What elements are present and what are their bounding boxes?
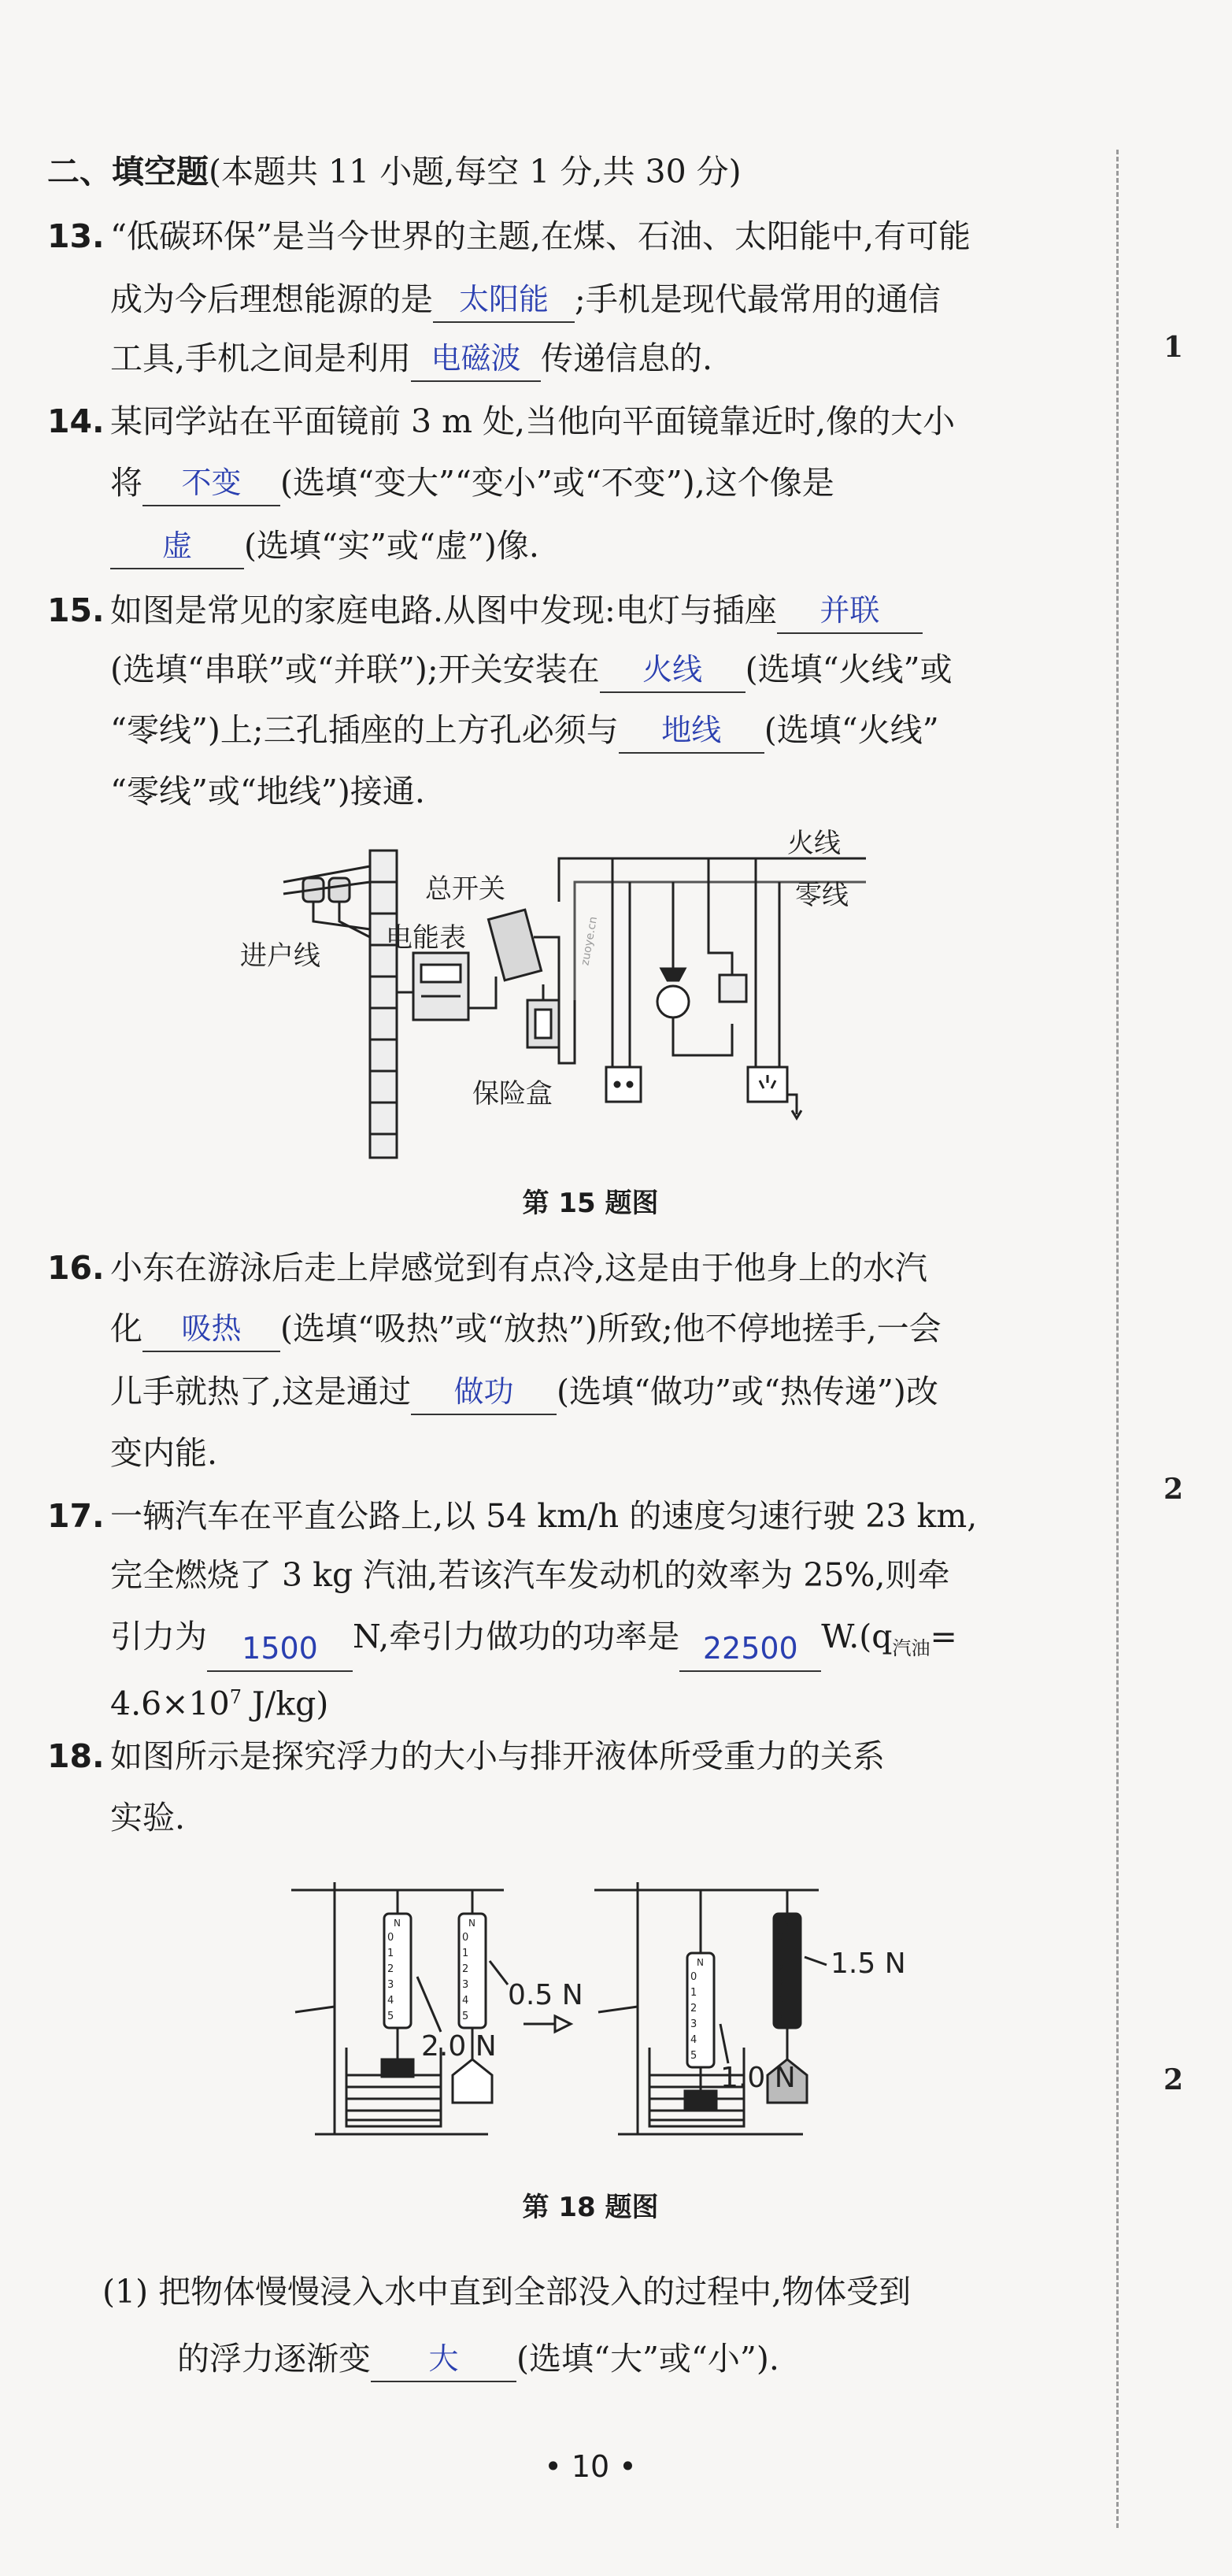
- q17-text: N,牵引力做功的功率是: [353, 1618, 680, 1655]
- scale-tick-label: 4: [690, 2034, 697, 2046]
- q16-line4: [110, 1429, 1165, 1477]
- q18-sub1-line1: [102, 2268, 1157, 2315]
- label-meter: 电能表: [386, 922, 466, 954]
- q14-line3: [110, 522, 1165, 569]
- q17-text: 一辆汽车在平直公路上,以 54 km/h 的速度匀速行驶 23 km,: [110, 1497, 978, 1535]
- reading-right-scale: 1.0 N: [720, 2062, 796, 2094]
- q16-text: (选填“吸热”或“放热”)所致;他不停地搓手,一会: [280, 1310, 942, 1347]
- handwritten-answer: 大: [428, 2341, 459, 2376]
- q13-line3: [110, 335, 1165, 382]
- buoyancy-experiment-figure: [283, 1866, 913, 2166]
- scale-unit: N: [783, 1918, 790, 1929]
- q18-text: 的浮力逐渐变: [177, 2340, 371, 2378]
- scale-unit: N: [697, 1957, 704, 1968]
- q17-subscript: 汽油: [892, 1637, 930, 1660]
- q15-text: (选填“串联”或“并联”);开关安装在: [110, 650, 600, 688]
- q14-text: 将: [110, 464, 142, 502]
- q17-line1: [47, 1492, 1102, 1540]
- q15-line2: [110, 646, 1165, 693]
- section-header: [47, 148, 1102, 195]
- page-number: • 10 •: [544, 2449, 637, 2484]
- q16-line1: [47, 1244, 1102, 1292]
- q15-line1: [47, 587, 1102, 634]
- q13-line2: [110, 276, 1165, 323]
- q18-line1: [47, 1733, 1102, 1780]
- insulator: [329, 878, 350, 902]
- answer-blank[interactable]: [679, 1626, 821, 1672]
- section-title: 二、填空题: [47, 153, 209, 191]
- q16-text: 小东在游泳后走上岸感觉到有点冷,这是由于他身上的水汽: [110, 1249, 928, 1287]
- scale-tick-label: 4: [387, 1995, 394, 2007]
- reading-right-bucket: 1.5 N: [831, 1948, 906, 1980]
- q13-text: “低碳环保”是当今世界的主题,在煤、石油、太阳能中,有可能: [110, 217, 971, 255]
- q15-text: (选填“火线”或: [745, 650, 953, 688]
- q14-text: (选填“实”或“虚”)像.: [244, 527, 539, 565]
- answer-blank[interactable]: [433, 277, 575, 323]
- q15-line4: [110, 768, 1165, 815]
- electric-meter: [413, 953, 468, 1020]
- label-incoming: 进户线: [240, 940, 320, 972]
- q17-superscript: 7: [229, 1686, 242, 1708]
- light-switch: [720, 975, 746, 1002]
- scale-tick-label: 3: [462, 1979, 469, 1991]
- scale-tick-label: 2: [387, 1963, 394, 1975]
- question-number: 17.: [47, 1497, 105, 1535]
- q16-text: (选填“做功”或“热传递”)改: [557, 1373, 938, 1410]
- scale-tick-label: 5: [690, 2050, 697, 2062]
- answer-blank[interactable]: [371, 2337, 516, 2382]
- answer-blank[interactable]: [110, 524, 244, 569]
- question-number: 15.: [47, 591, 105, 629]
- q15-text: “零线”或“地线”)接通.: [110, 773, 425, 810]
- answer-blank[interactable]: [411, 336, 541, 382]
- handwritten-answer: 22500: [702, 1631, 798, 1666]
- q13-text: ;手机是现代最常用的通信: [575, 280, 941, 318]
- handwritten-answer: 吸热: [181, 1311, 242, 1346]
- q18-sub1-line2: [177, 2335, 1232, 2382]
- scale-tick-label: 5: [462, 2011, 469, 2022]
- label-main-switch: 总开关: [425, 873, 505, 905]
- reading-left-scale: 2.0 N: [421, 2030, 497, 2063]
- household-circuit-figure: [236, 828, 882, 1166]
- question-number: 13.: [47, 217, 105, 255]
- question-number: 16.: [47, 1249, 105, 1287]
- q17-line4: [110, 1673, 1165, 1728]
- q16-text: 变内能.: [110, 1434, 218, 1472]
- handwritten-answer: 并联: [819, 593, 880, 628]
- two-hole-socket: [606, 1067, 641, 1102]
- q17-line2: [110, 1551, 1165, 1599]
- question-number: 18.: [47, 1737, 105, 1775]
- scale-tick-label: 3: [690, 2018, 697, 2030]
- scale-tick-label: 3: [387, 1979, 394, 1991]
- scale-tick-label: 0: [777, 1932, 784, 1944]
- figure-15-caption: 第 15 题图: [522, 1188, 659, 1219]
- q17-text: W.(q: [821, 1618, 893, 1655]
- q13-text: 成为今后理想能源的是: [110, 280, 433, 318]
- collecting-bucket: [453, 2059, 492, 2103]
- answer-blank[interactable]: [777, 588, 923, 634]
- scale-tick-label: 5: [777, 2011, 784, 2022]
- q14-text: (选填“变大”“变小”或“不变”),这个像是: [280, 464, 834, 502]
- brick-wall: [370, 851, 397, 1158]
- label-neutral: 零线: [795, 880, 849, 911]
- scale-tick-label: 0: [387, 1932, 394, 1944]
- side-digit: 2: [1164, 2063, 1184, 2096]
- q17-text: 完全燃烧了 3 kg 汽油,若该汽车发动机的效率为 25%,则牵: [110, 1556, 950, 1594]
- scale-tick-label: 1: [777, 1948, 784, 1959]
- section-note: (本题共 11 小题,每空 1 分,共 30 分): [209, 153, 742, 191]
- scale-unit: N: [468, 1918, 475, 1929]
- q17-text: 4.6×10: [110, 1685, 230, 1723]
- q17-text: 引力为: [110, 1618, 207, 1655]
- answer-blank[interactable]: [600, 647, 745, 693]
- q18-line2: [110, 1794, 1165, 1841]
- q15-text: “零线”)上;三孔插座的上方孔必须与: [110, 711, 619, 749]
- q14-line1: [47, 398, 1102, 445]
- answer-blank[interactable]: [411, 1370, 557, 1415]
- reading-left-bucket: 0.5 N: [508, 1979, 583, 2011]
- q16-line2: [110, 1305, 1165, 1352]
- scale-tick-label: 1: [387, 1948, 394, 1959]
- q14-text: 某同学站在平面镜前 3 m 处,当他向平面镜靠近时,像的大小: [110, 402, 956, 440]
- scale-tick-label: 0: [462, 1932, 469, 1944]
- scale-tick-label: 2: [462, 1963, 469, 1975]
- handwritten-answer: 做功: [453, 1374, 514, 1409]
- label-fuse-box: 保险盒: [472, 1078, 553, 1110]
- answer-blank[interactable]: [142, 1307, 280, 1352]
- handwritten-answer: 电磁波: [431, 341, 521, 376]
- q13-text: 工具,手机之间是利用: [110, 339, 412, 377]
- q13-line1: [47, 213, 1102, 260]
- figure-18-caption: 第 18 题图: [522, 2192, 659, 2223]
- q18-text: 实验.: [110, 1799, 186, 1837]
- side-digit: 2: [1164, 1473, 1184, 1506]
- handwritten-answer: 地线: [661, 713, 722, 747]
- q16-line3: [110, 1368, 1165, 1415]
- q15-text: 如图是常见的家庭电路.从图中发现:电灯与插座: [110, 591, 777, 629]
- q16-text: 儿手就热了,这是通过: [110, 1373, 412, 1410]
- scale-tick-label: 0: [690, 1971, 697, 1983]
- q17-text: =: [930, 1618, 957, 1655]
- handwritten-answer: 太阳能: [458, 282, 549, 317]
- handwritten-answer: 不变: [181, 465, 242, 500]
- q16-text: 化: [110, 1310, 142, 1347]
- q17-text: J/kg): [242, 1685, 329, 1723]
- scale-tick-label: 4: [462, 1995, 469, 2007]
- watermark: zuoye.cn: [579, 915, 601, 967]
- answer-blank[interactable]: [207, 1626, 353, 1672]
- answer-blank[interactable]: [619, 708, 764, 754]
- q14-line2: [110, 459, 1165, 506]
- scale-tick-label: 1: [690, 1987, 697, 1999]
- q18-text: (1) 把物体慢慢浸入水中直到全部没入的过程中,物体受到: [102, 2273, 912, 2311]
- answer-blank[interactable]: [142, 461, 280, 506]
- q18-text: (选填“大”或“小”).: [516, 2340, 779, 2378]
- scale-tick-label: 2: [777, 1963, 784, 1975]
- handwritten-answer: 火线: [642, 652, 703, 687]
- side-digit: 1: [1164, 331, 1184, 364]
- handwritten-answer: 1500: [242, 1631, 318, 1666]
- q13-text: 传递信息的.: [541, 339, 713, 377]
- q15-text: (选填“火线”: [764, 711, 939, 749]
- three-hole-socket: [748, 1067, 787, 1102]
- q17-line3: [110, 1613, 1165, 1672]
- main-switch: [488, 910, 541, 980]
- scale-tick-label: 3: [777, 1979, 784, 1991]
- q18-text: 如图所示是探究浮力的大小与排开液体所受重力的关系: [110, 1737, 885, 1775]
- scale-tick-label: 5: [387, 2011, 394, 2022]
- scale-tick-label: 2: [690, 2003, 697, 2014]
- scale-tick-label: 1: [462, 1948, 469, 1959]
- scale-tick-label: 4: [777, 1995, 784, 2007]
- question-number: 14.: [47, 402, 105, 440]
- label-live: 火线: [787, 828, 841, 859]
- scale-unit: N: [394, 1918, 401, 1929]
- lamp-bulb: [657, 986, 689, 1017]
- handwritten-answer: 虚: [161, 528, 192, 563]
- q15-line3: [110, 706, 1165, 754]
